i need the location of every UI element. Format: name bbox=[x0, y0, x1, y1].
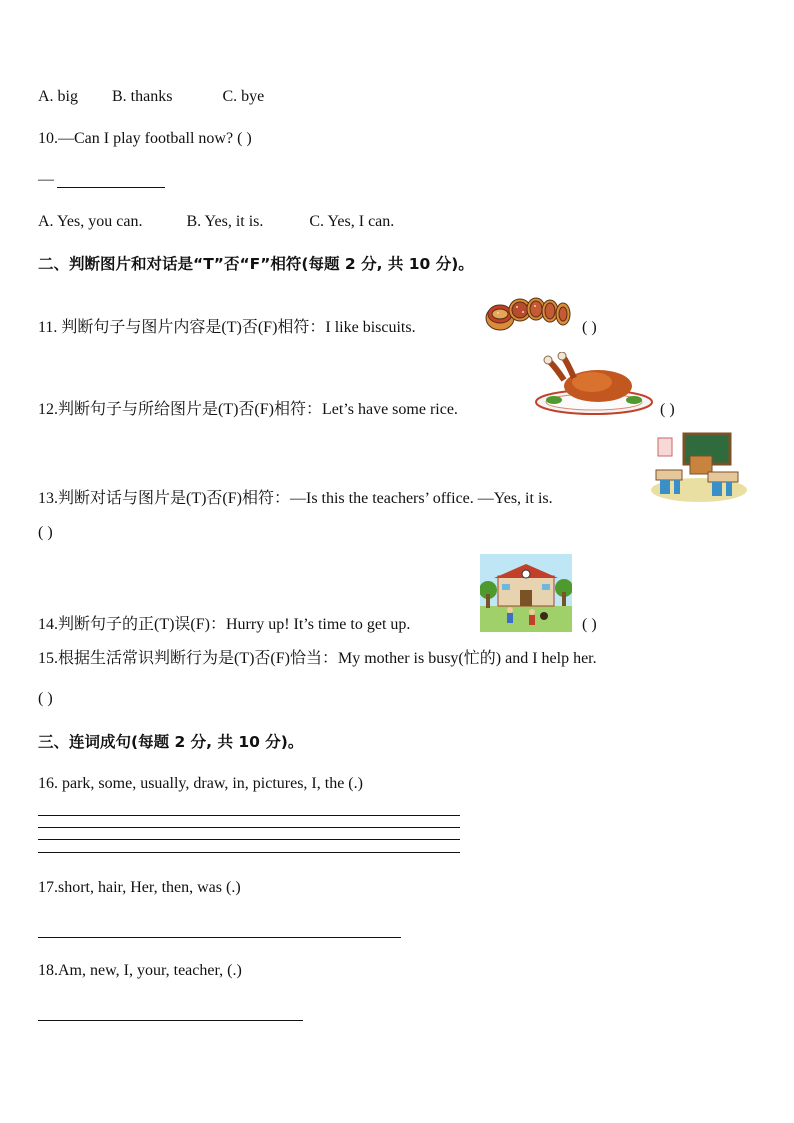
q14-text: 14.判断句子的正(T)误(F)：Hurry up! It’s time to get up. bbox=[38, 616, 411, 633]
q9-option-b: B. thanks bbox=[112, 88, 173, 105]
q10-dash: — bbox=[38, 171, 54, 188]
q9-options bbox=[38, 87, 264, 107]
q9-option-c: C. bye bbox=[222, 88, 265, 105]
q16-answer-line-3[interactable] bbox=[38, 839, 460, 840]
section2-heading: 二、判断图片和对话是“T”否“F”相符(每题 2 分, 共 10 分)。 bbox=[38, 255, 474, 273]
q17-text: 17.short, hair, Her, then, was (.) bbox=[38, 879, 241, 896]
q12-answer-paren: ( ) bbox=[660, 401, 675, 418]
q9-option-a: A. big bbox=[38, 88, 78, 105]
school-icon bbox=[480, 554, 572, 632]
q17-answer-line[interactable] bbox=[38, 937, 401, 938]
q10-question: 10.—Can I play football now? ( ) bbox=[38, 130, 252, 147]
q16-answer-line-4[interactable] bbox=[38, 852, 460, 853]
q10-options bbox=[38, 212, 394, 232]
section3-heading: 三、连词成句(每题 2 分, 共 10 分)。 bbox=[38, 733, 304, 751]
q16-answer-line-2[interactable] bbox=[38, 827, 460, 828]
roast-chicken-icon bbox=[534, 352, 654, 418]
q10-option-b: B. Yes, it is. bbox=[186, 213, 264, 230]
q10-option-c: C. Yes, I can. bbox=[309, 213, 395, 230]
q11-text: 11. 判断句子与图片内容是(T)否(F)相符：I like biscuits. bbox=[38, 319, 416, 336]
q14-answer-paren: ( ) bbox=[582, 616, 597, 633]
classroom-icon bbox=[650, 430, 748, 504]
q10-option-a: A. Yes, you can. bbox=[38, 213, 143, 230]
q15-text: 15.根据生活常识判断行为是(T)否(F)恰当：My mother is busy(忙的) and I help her. bbox=[38, 650, 597, 667]
q11-answer-paren: ( ) bbox=[582, 319, 597, 336]
q18-answer-line[interactable] bbox=[38, 1020, 303, 1021]
q15-answer-paren: ( ) bbox=[38, 690, 53, 707]
q16-answer-line-1[interactable] bbox=[38, 815, 460, 816]
q13-answer-paren: ( ) bbox=[38, 524, 53, 541]
q13-text: 13.判断对话与图片是(T)否(F)相符：—Is this the teachers’ office. —Yes, it is. bbox=[38, 490, 553, 507]
q12-text: 12.判断句子与所给图片是(T)否(F)相符：Let’s have some rice. bbox=[38, 401, 458, 418]
biscuits-icon bbox=[484, 292, 578, 334]
q10-answer-line bbox=[57, 187, 165, 188]
q18-text: 18.Am, new, I, your, teacher, (.) bbox=[38, 962, 242, 979]
q16-text: 16. park, some, usually, draw, in, pictures, I, the (.) bbox=[38, 775, 363, 792]
